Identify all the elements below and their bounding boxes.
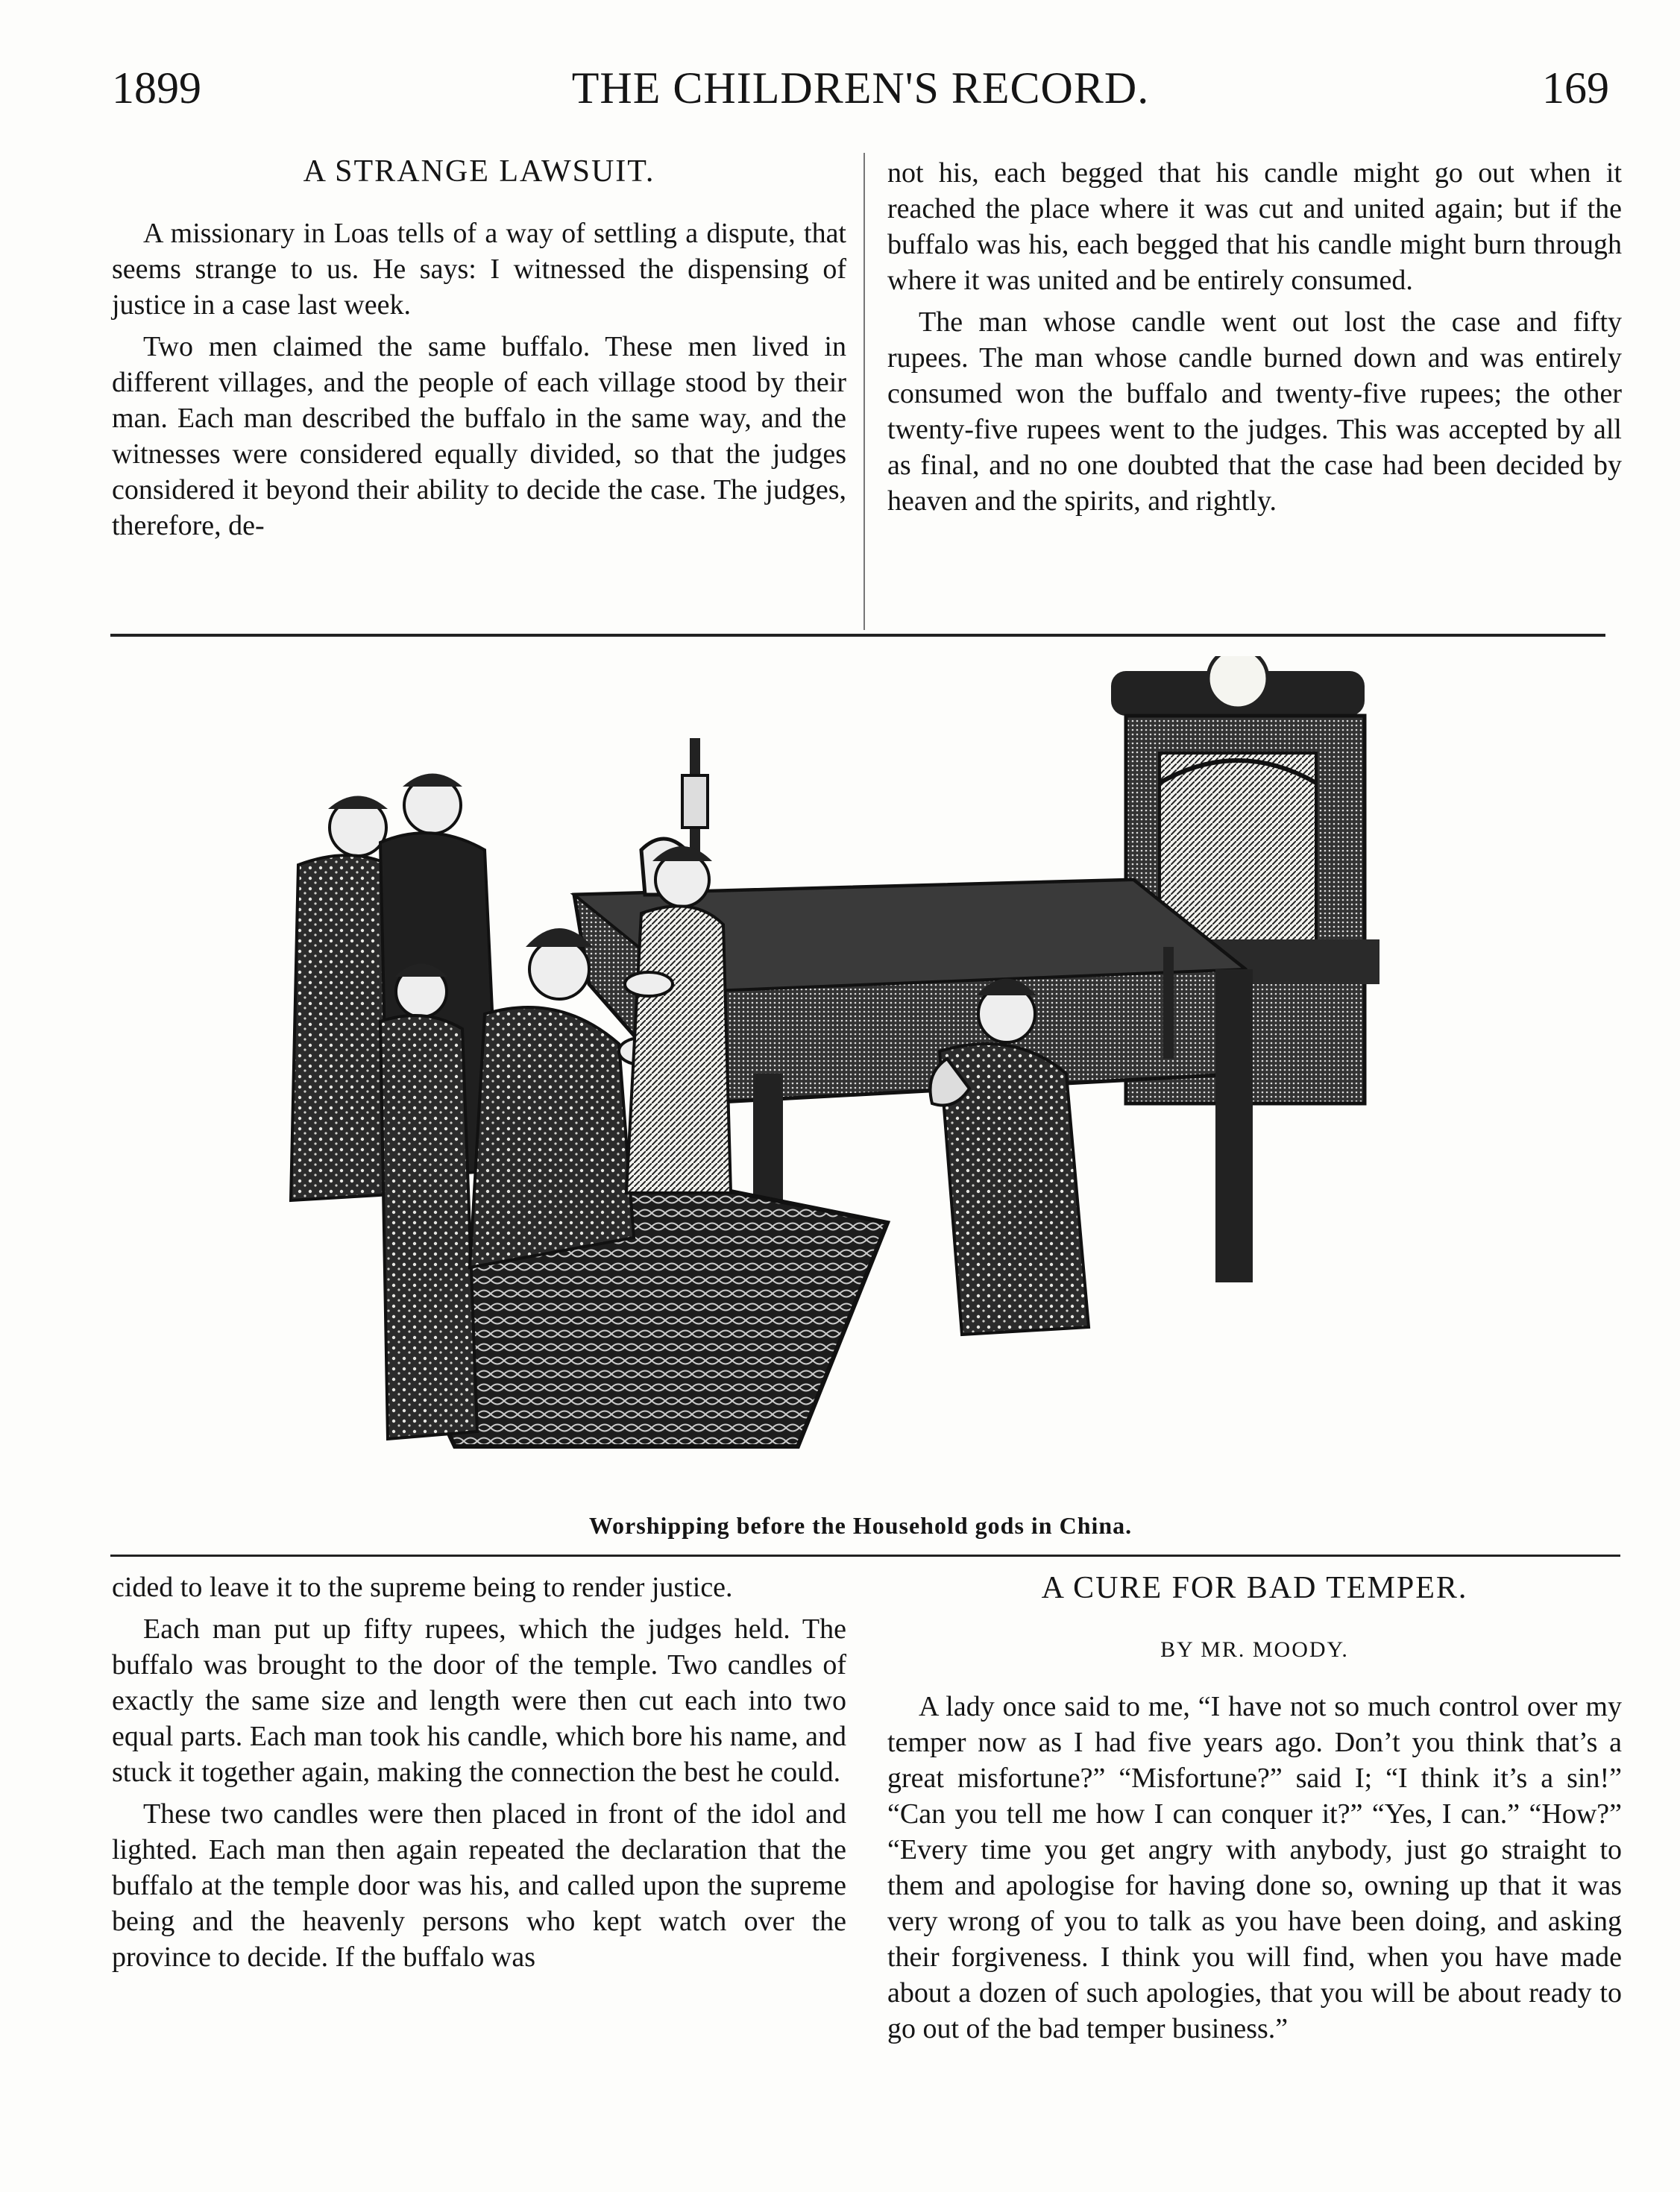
paragraph: not his, each begged that his candle might go out when it reached the place where it was cut and united again; but if the buffalo was his, each begged that his candle might burn through where it was united and be entirely consumed.: [887, 157, 1622, 296]
paragraph: cided to leave it to the supreme being to render justice.: [112, 1572, 733, 1603]
publication-title: THE CHILDREN'S RECORD.: [571, 63, 1150, 113]
paragraph: A missionary in Loas tells of a way of settling a dispute, that seems strange to us. He says: I witnessed the dispensing of justice in a case last week.: [112, 218, 846, 321]
article-byline: BY MR. MOODY.: [1160, 1637, 1349, 1662]
paragraph: Two men claimed the same buffalo. These men lived in different villages, and the people of each village stood by their man. Each man described the buffalo in the same way, and the witnesses were considered equally divided, so that the judges considered it beyond their ability to decide the case. The judges, therefore, de-: [112, 331, 846, 541]
paragraph: A lady once said to me, “I have not so much control over my temper now as I had five years ago. Don’t you think that’s a great misfortune?” “Misfortune?” said I; “I think it’s a sin!” “Can you tell me how I can conquer it?” “Yes, I can.” “How?” “Every time you get angry with anybody, just go straight to them and apologise for having done so, owning up that it was very wrong of you to talk as you have been doing, and asking their forgiveness. I think you will find, when you have made about a dozen of such apologies, that you will be about ready to go out of the bad temper business.”: [887, 1691, 1622, 2044]
article-strange-lawsuit-part1: [112, 153, 846, 549]
illustration-caption: Worshipping before the Household gods in China.: [588, 1512, 1133, 1539]
article-strange-lawsuit-part3: [112, 1569, 846, 1981]
article-cure-for-bad-temper: [887, 1569, 1622, 2053]
column-divider: [863, 153, 865, 630]
paragraph: The man whose candle went out lost the case and fifty rupees. The man whose candle burned down and was entirely consumed won the buffalo and twenty-five rupees; the other twenty-five rupees went to the judges. This was accepted by all as final, and no one doubted that the case had been decided by heaven and the spirits, and rightly.: [887, 306, 1622, 517]
article-heading: A STRANGE LAWSUIT.: [303, 154, 655, 189]
page-number: 169: [1542, 63, 1609, 113]
horizontal-rule: [110, 1555, 1620, 1557]
paragraph: Each man put up fifty rupees, which the judges held. The buffalo was brought to the door of the temple. Two candles of exactly the same size and length were then cut each into two equal parts. Each man took his candle, which bore his name, and stuck it together again, making the connection the best he could.: [112, 1613, 846, 1788]
worship-engraving-illustration: [276, 656, 1476, 1506]
paragraph: These two candles were then placed in front of the idol and lighted. Each man then again repeated the declaration that the buffalo at the temple door was his, and called upon the supreme being and the heavenly persons who kept watch over the province to decide. If the buffalo was: [112, 1798, 846, 1973]
header-year: 1899: [112, 63, 201, 113]
article-strange-lawsuit-part2: [887, 155, 1622, 525]
running-header: [112, 58, 1609, 118]
horizontal-rule: [110, 634, 1605, 637]
article-heading: A CURE FOR BAD TEMPER.: [1041, 1571, 1468, 1605]
